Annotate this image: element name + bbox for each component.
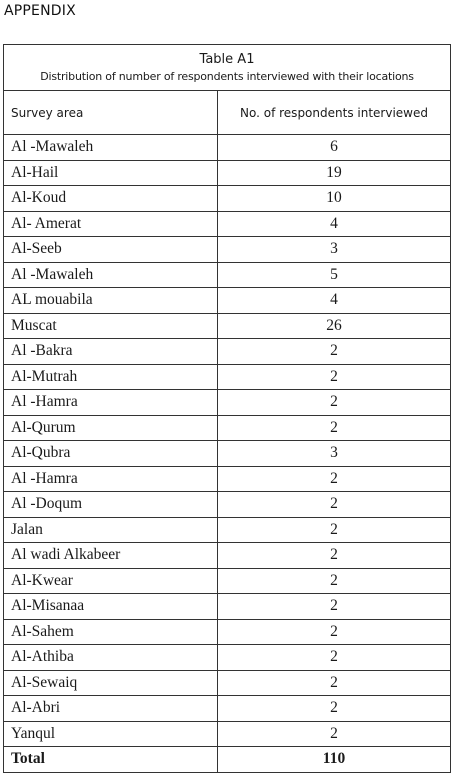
survey-area-cell: Al-Qubra [4,441,218,467]
survey-area-cell: Al-Koud [4,186,218,212]
survey-area-cell: Al-Kwear [4,568,218,594]
survey-area-cell: Al-Sahem [4,619,218,645]
table-row [4,211,451,237]
total-label: Total [4,747,218,773]
respondents-count-cell: 2 [218,543,451,569]
table-row [4,670,451,696]
table-caption [4,45,451,91]
table-row [4,645,451,671]
respondents-count-cell: 4 [218,288,451,314]
table-row [4,160,451,186]
respondents-count-cell: 3 [218,441,451,467]
survey-area-cell: Al -Hamra [4,390,218,416]
table-row [4,594,451,620]
survey-area-cell: Al-Seeb [4,237,218,263]
respondents-count-cell: 2 [218,696,451,722]
respondents-count-cell: 2 [218,670,451,696]
survey-area-cell: Jalan [4,517,218,543]
table-row [4,441,451,467]
survey-area-cell: Yanqul [4,721,218,747]
table-row [4,135,451,161]
table-title: Table A1 [199,51,255,67]
survey-area-cell: Al-Misanaa [4,594,218,620]
survey-area-cell: Al -Mawaleh [4,135,218,161]
survey-area-cell: Al- Amerat [4,211,218,237]
table-row [4,466,451,492]
respondents-count-cell: 2 [218,721,451,747]
table-row [4,262,451,288]
survey-area-cell: Al-Abri [4,696,218,722]
table-row [4,390,451,416]
table-header-row [4,91,451,135]
column-header-respondents: No. of respondents interviewed [218,91,451,135]
survey-area-cell: Al -Doqum [4,492,218,518]
respondents-count-cell: 2 [218,415,451,441]
table-row [4,568,451,594]
respondents-count-cell: 4 [218,211,451,237]
respondents-count-cell: 26 [218,313,451,339]
respondents-count-cell: 3 [218,237,451,263]
respondents-count-cell: 5 [218,262,451,288]
respondents-count-cell: 19 [218,160,451,186]
table-row [4,288,451,314]
respondents-count-cell: 6 [218,135,451,161]
table-row [4,237,451,263]
table-row [4,492,451,518]
table-row [4,313,451,339]
survey-area-cell: Muscat [4,313,218,339]
table-total-row [4,747,451,773]
table-subtitle: Distribution of number of respondents interviewed with their locations [40,69,414,83]
table-row [4,517,451,543]
respondents-count-cell: 2 [218,517,451,543]
respondents-count-cell: 2 [218,645,451,671]
respondents-count-cell: 2 [218,390,451,416]
appendix-heading: APPENDIX [4,3,76,19]
table-row [4,619,451,645]
table-row [4,186,451,212]
table-row [4,364,451,390]
survey-area-cell: AL mouabila [4,288,218,314]
survey-area-cell: Al wadi Alkabeer [4,543,218,569]
respondents-count-cell: 2 [218,619,451,645]
total-value: 110 [218,747,451,773]
table-row [4,696,451,722]
survey-area-cell: Al-Sewaiq [4,670,218,696]
survey-area-cell: Al -Hamra [4,466,218,492]
respondents-table [3,44,451,773]
respondents-count-cell: 2 [218,339,451,365]
respondents-count-cell: 10 [218,186,451,212]
respondents-count-cell: 2 [218,568,451,594]
table-row [4,415,451,441]
table-row [4,721,451,747]
survey-area-cell: Al -Mawaleh [4,262,218,288]
table-row [4,339,451,365]
survey-area-cell: Al-Mutrah [4,364,218,390]
survey-area-cell: Al-Hail [4,160,218,186]
table-body [4,135,451,747]
respondents-count-cell: 2 [218,492,451,518]
respondents-count-cell: 2 [218,466,451,492]
table-row [4,543,451,569]
respondents-count-cell: 2 [218,364,451,390]
survey-area-cell: Al -Bakra [4,339,218,365]
respondents-count-cell: 2 [218,594,451,620]
survey-area-cell: Al-Athiba [4,645,218,671]
survey-area-cell: Al-Qurum [4,415,218,441]
column-header-survey-area: Survey area [4,91,218,135]
